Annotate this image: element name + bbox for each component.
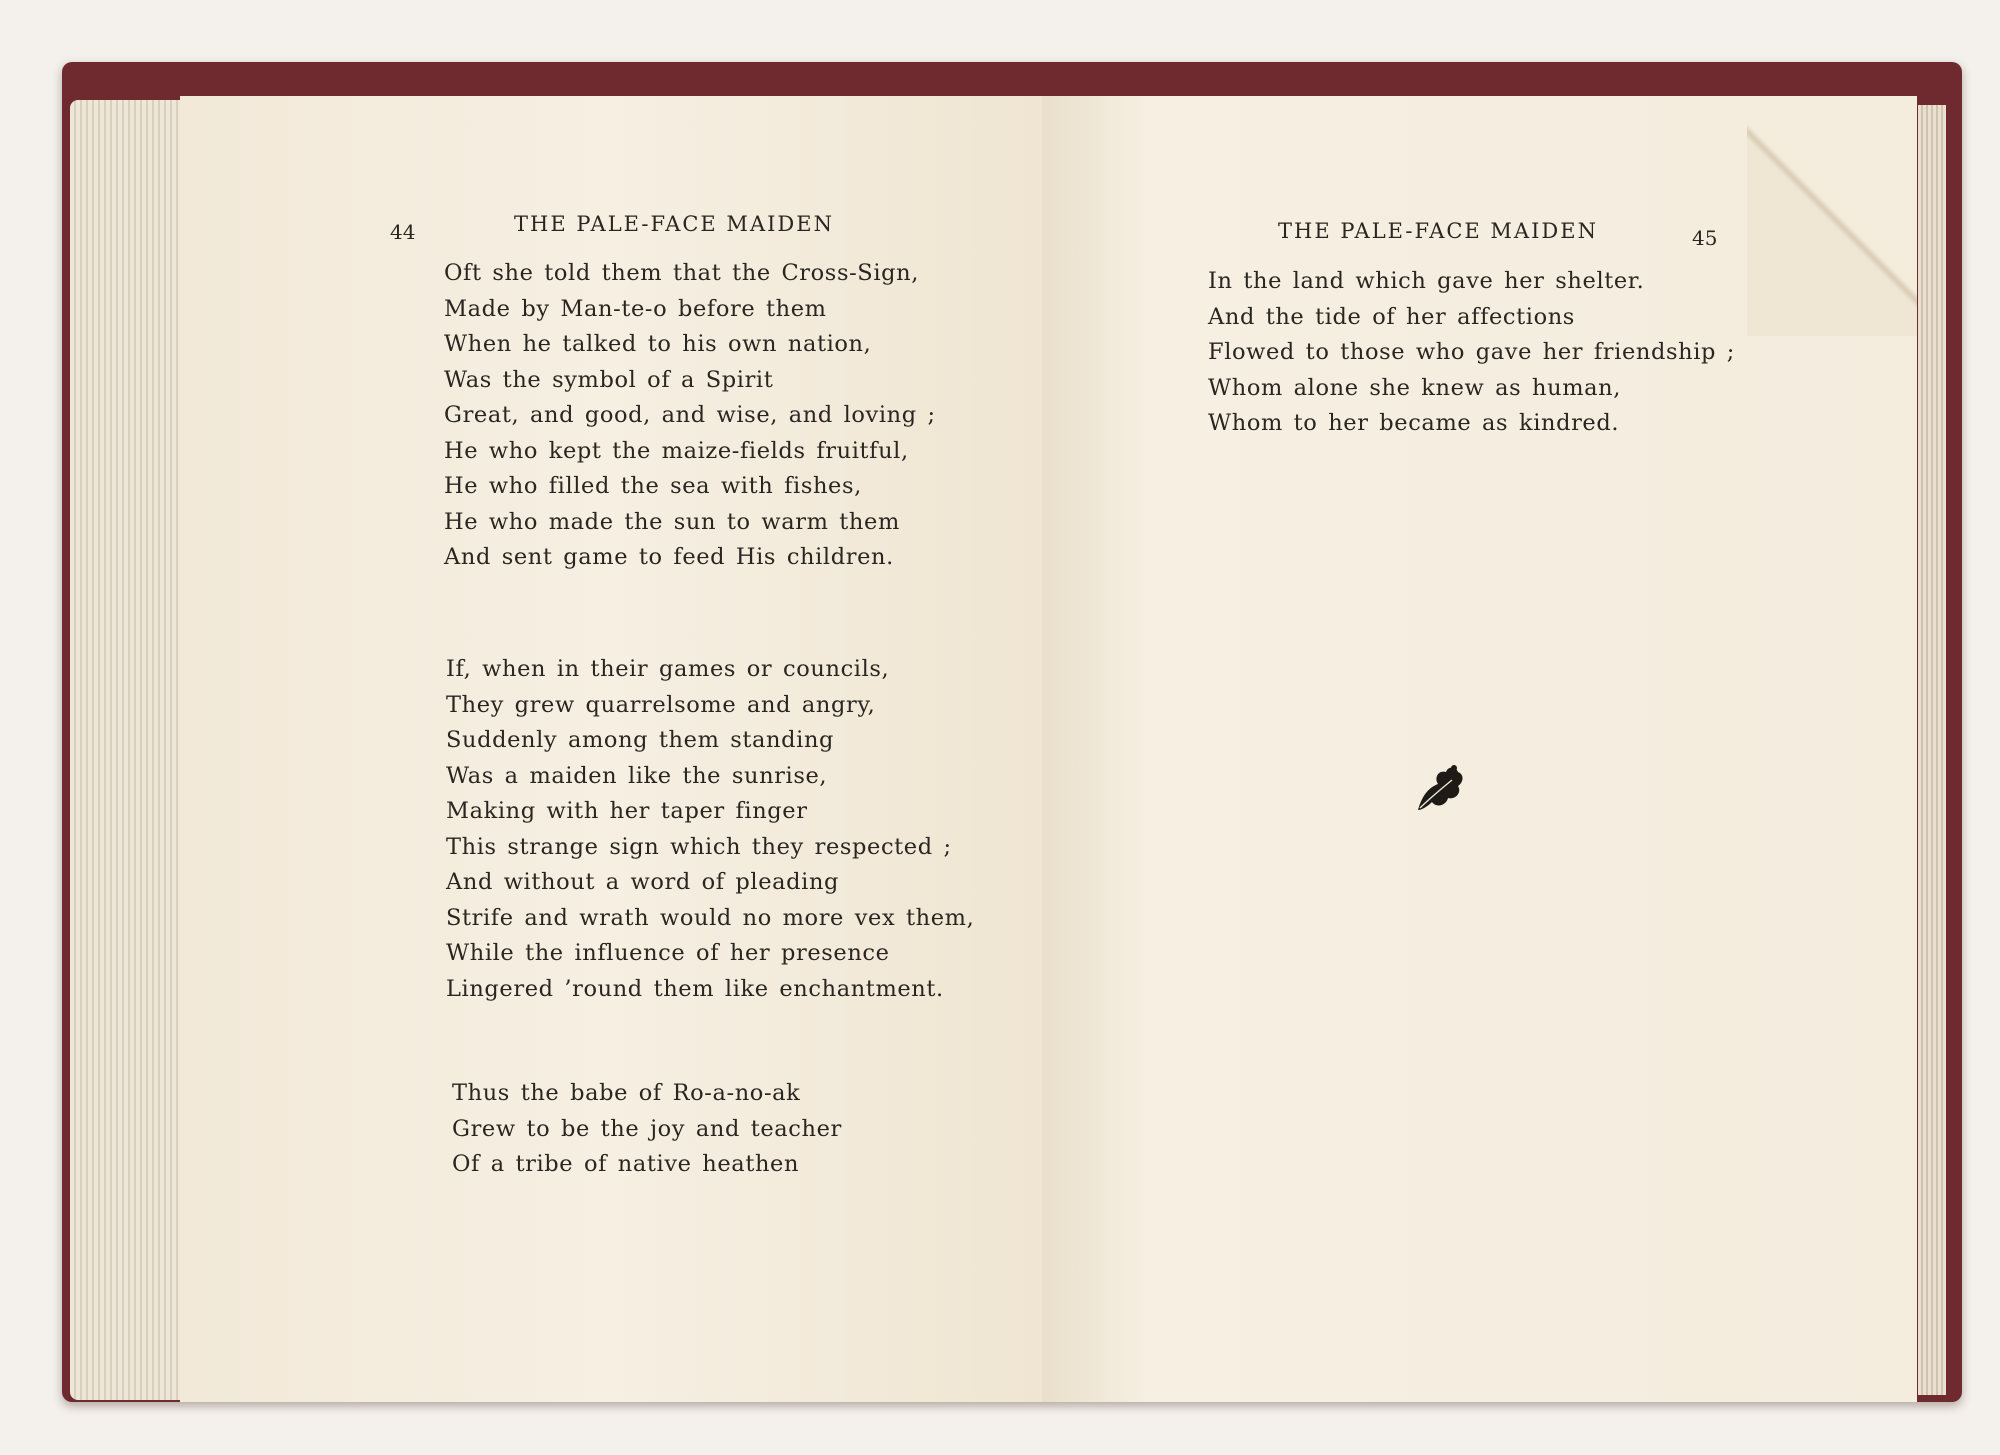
poem-line: While the influence of her presence [446,940,890,966]
running-head-right: THE PALE-FACE MAIDEN [1278,219,1598,243]
poem-line: If, when in their games or councils, [446,656,890,682]
poem-line: Was the symbol of a Spirit [444,366,774,393]
poem-line: Flowed to those who gave her friendship ; [1208,339,1735,365]
poem-line: Making with her taper finger [446,798,808,824]
running-head-left: THE PALE-FACE MAIDEN [514,212,834,236]
stanza-4 [1208,264,1735,442]
poem-line: Suddenly among them standing [446,727,835,753]
poem-line: Great, and good, and wise, and loving ; [444,402,936,428]
poem-line: Grew to be the joy and teacher [452,1115,842,1142]
poem-line: Lingered ’round them like enchantment. [446,975,944,1002]
poem-line: Was a maiden like the sunrise, [446,762,828,789]
page-edges-right [1918,105,1946,1395]
poem-line: Oft she told them that the Cross-Sign, [444,260,919,286]
stanza-1 [444,256,936,576]
poem-line: Whom alone she knew as human, [1208,374,1622,401]
poem-line: This strange sign which they respected ; [446,833,952,860]
page-edges [70,100,190,1400]
poem-line: When he talked to his own nation, [444,331,872,357]
stanza-3 [452,1076,842,1183]
poem-line: He who kept the maize-fields fruitful, [444,437,909,464]
poem-line: In the land which gave her shelter. [1208,268,1645,294]
vine-leaf-ornament-icon [1408,760,1468,820]
poem-line: And without a word of pleading [446,869,840,895]
page-number-left: 44 [390,220,416,244]
poem-line: Whom to her became as kindred. [1208,410,1620,436]
folded-corner [1747,96,1917,336]
poem-line: They grew quarrelsome and angry, [446,691,876,718]
stanza-2 [446,652,974,1007]
page-number-right: 45 [1692,226,1718,250]
poem-line: He who made the sun to warm them [444,508,900,535]
poem-line: He who filled the sea with fishes, [444,473,862,499]
poem-line: Made by Man-te-o before them [444,295,827,322]
poem-line: Thus the babe of Ro-a-no-ak [452,1080,801,1106]
poem-line: Strife and wrath would no more vex them, [446,904,975,931]
poem-line: And the tide of her affections [1208,303,1575,330]
poem-line: And sent game to feed His children. [444,544,894,570]
poem-line: Of a tribe of native heathen [452,1151,800,1177]
